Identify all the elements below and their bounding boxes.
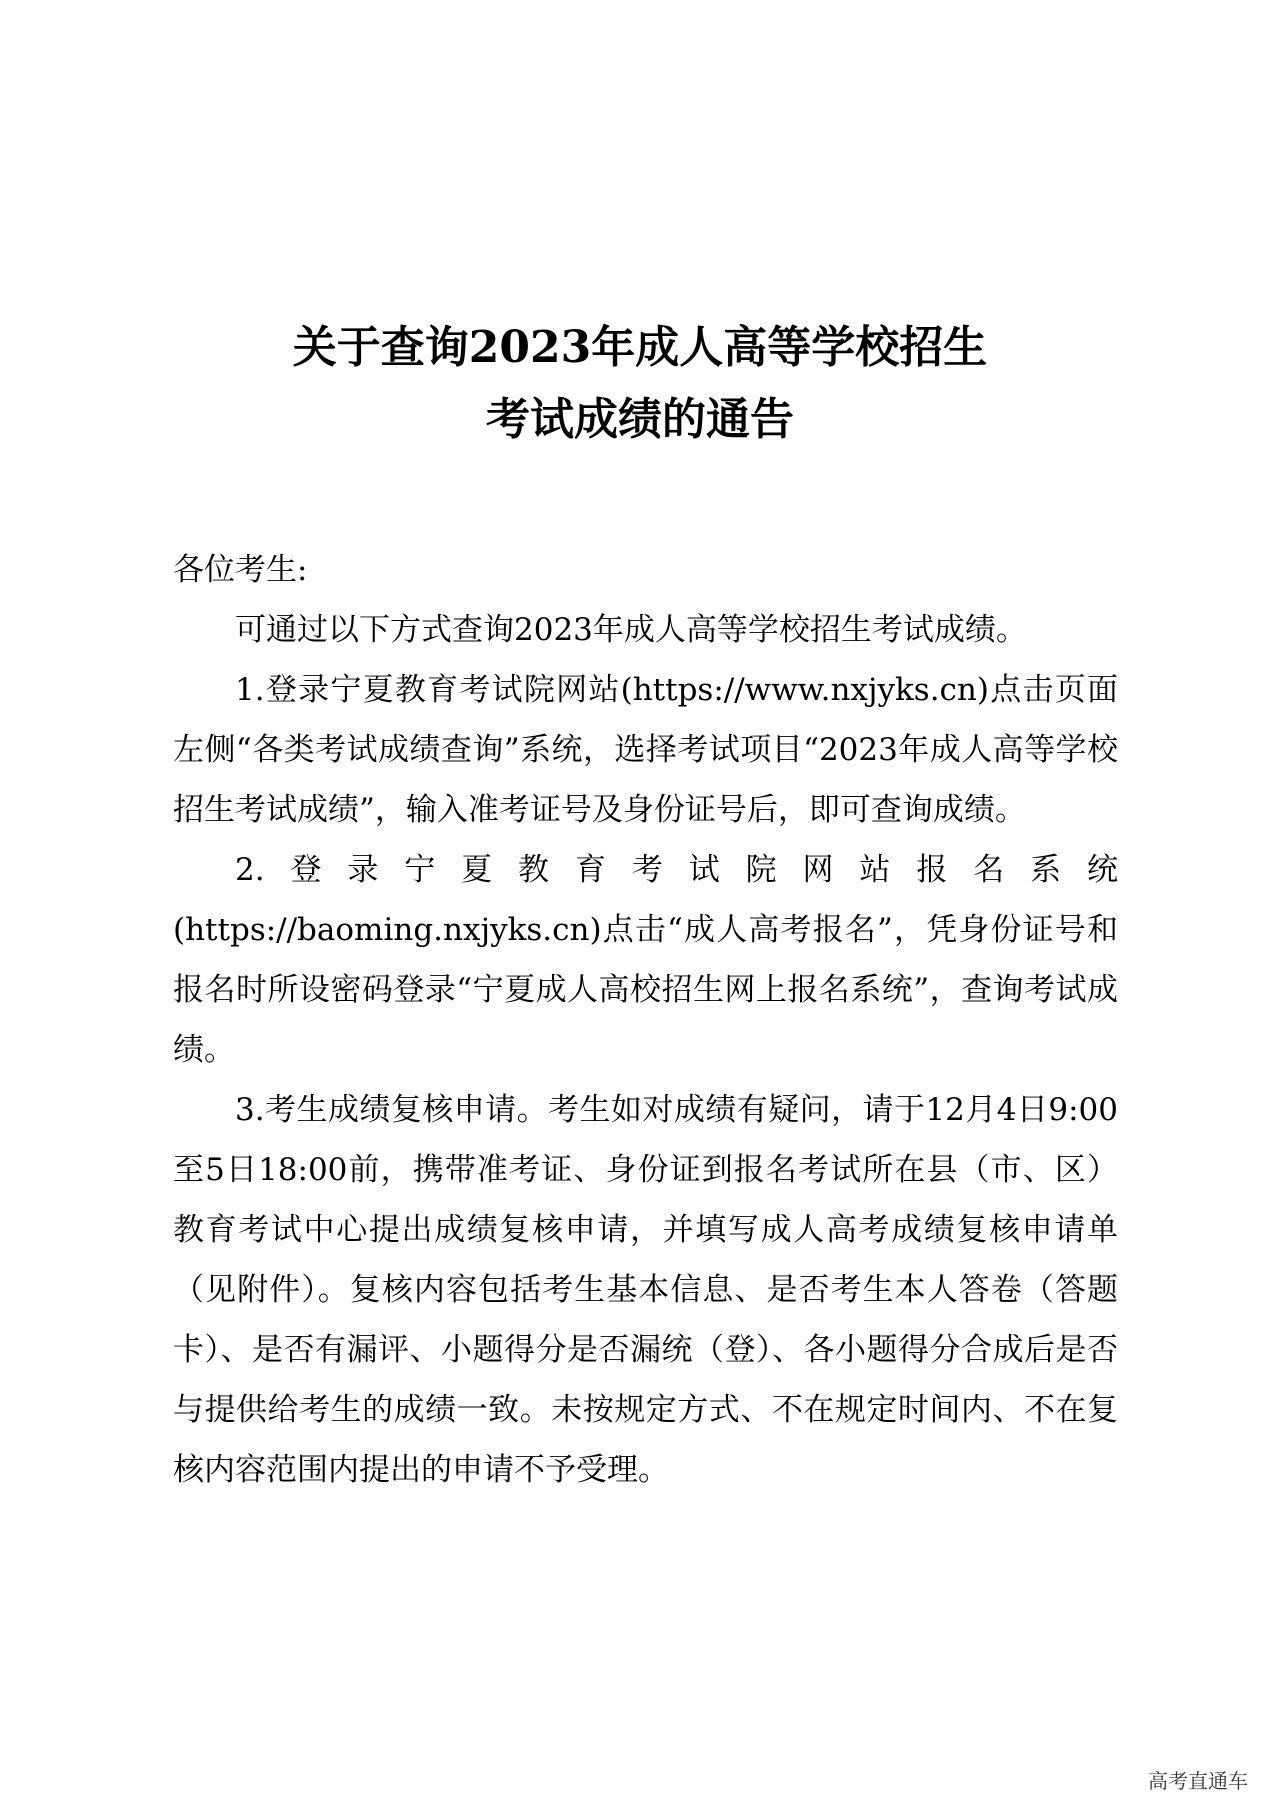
document-title-line2: 考试成绩的通告 <box>486 394 794 445</box>
paragraph-intro: 可通过以下方式查询2023年成人高等学校招生考试成绩。 <box>235 612 1027 648</box>
paragraph-method-2: 2.登录宁夏教育考试院网站报名系统(https://baoming.nxjyks.cn)点击“成人高考报名”，凭身份证号和报名时所设密码登录“宁夏成人高校招生网上报名系统”，查询考试成绩。 <box>173 852 1118 1068</box>
document-body <box>173 600 1118 1500</box>
watermark-label: 高考直通车 <box>1142 1763 1254 1796</box>
paragraph-method-1: 1.登录宁夏教育考试院网站(https://www.nxjyks.cn)点击页面左侧“各类考试成绩查询”系统，选择考试项目“2023年成人高等学校招生考试成绩”，输入准考证号及身份证号后，即可查询成绩。 <box>173 672 1118 828</box>
document-title-line1: 关于查询2023年成人高等学校招生 <box>292 322 988 373</box>
paragraph-review: 3.考生成绩复核申请。考生如对成绩有疑问，请于12月4日9:00至5日18:00前，携带准考证、身份证到报名考试所在县（市、区）教育考试中心提出成绩复核申请，并填写成人高考成绩复核申请单（见附件）。复核内容包括考生基本信息、是否考生本人答卷（答题卡）、是否有漏评、小题得分是否漏统（登）、各小题得分合成后是否与提供给考生的成绩一致。未按规定方式、不在规定时间内、不在复核内容范围内提出的申请不予受理。 <box>173 1092 1118 1488</box>
salutation: 各位考生: <box>173 552 308 588</box>
